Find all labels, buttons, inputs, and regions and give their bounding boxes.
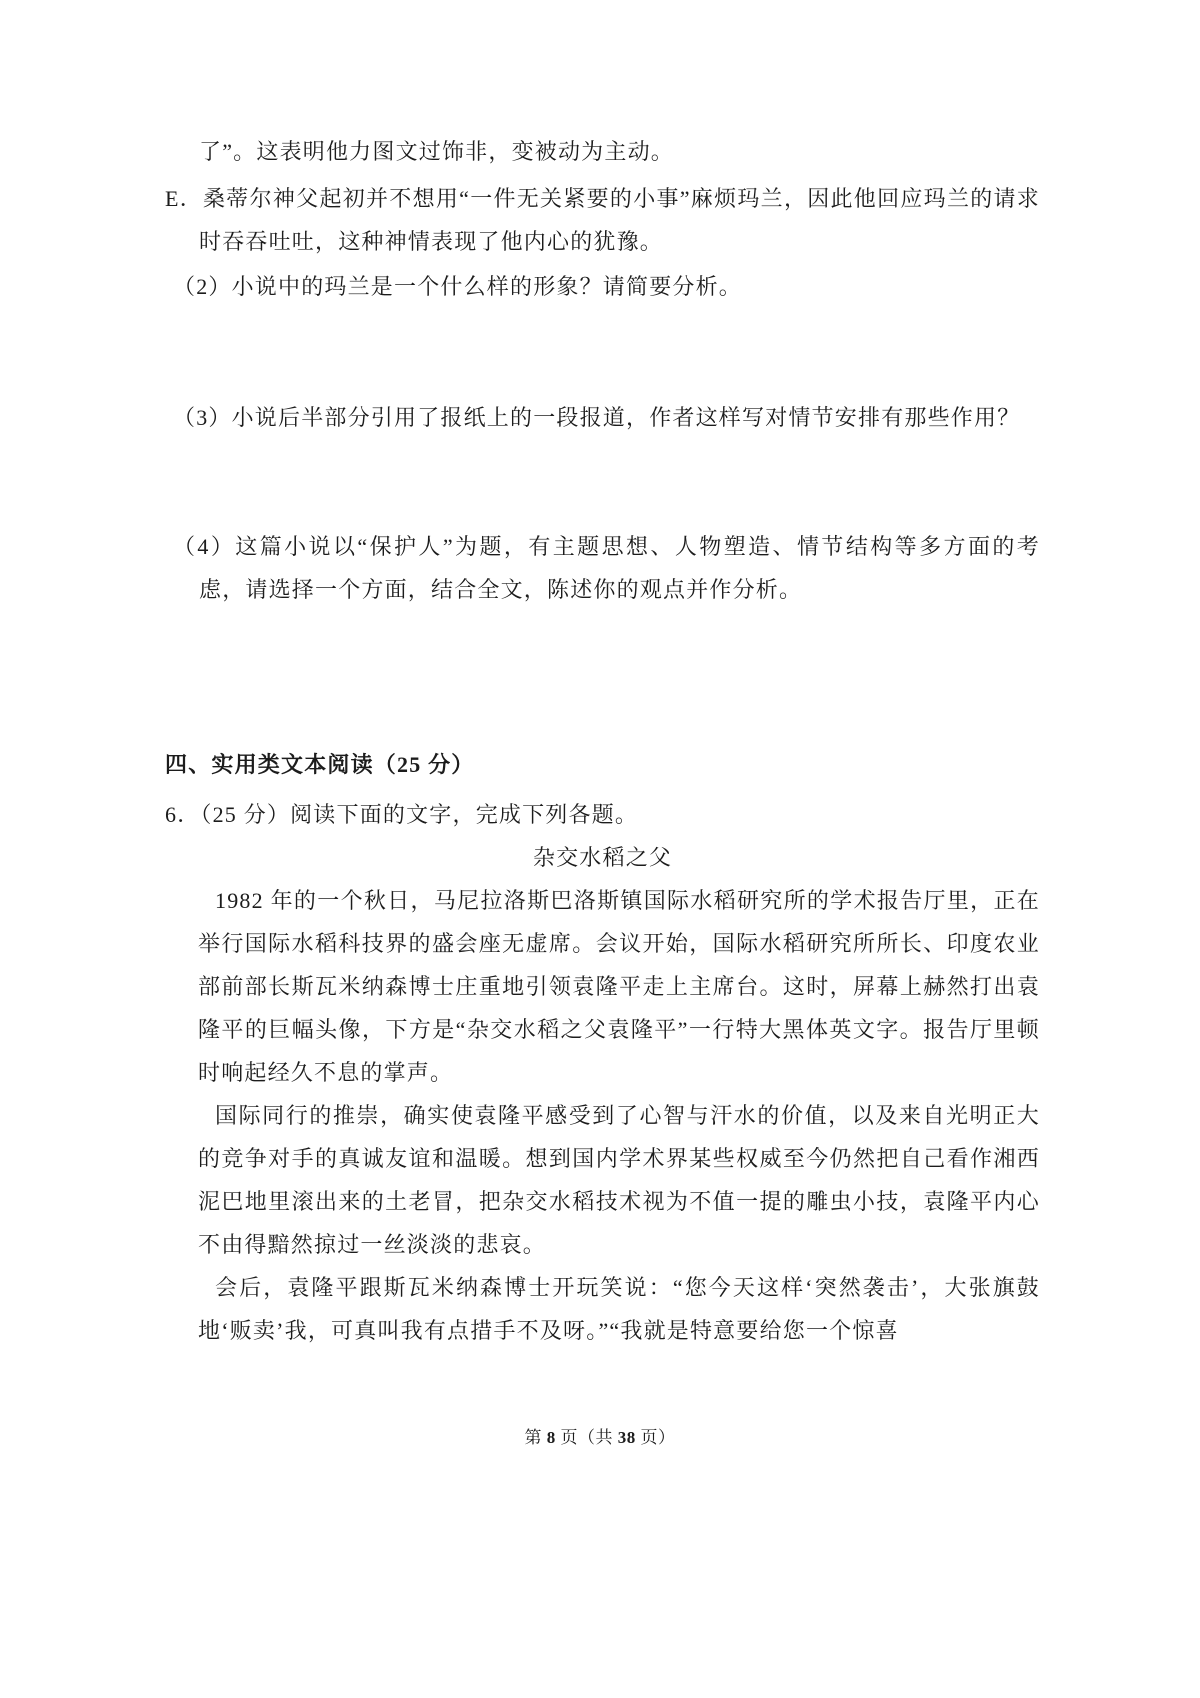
footer-suffix: 页） — [635, 1428, 676, 1447]
option-e-text: 桑蒂尔神父起初并不想用“一件无关紧要的小事”麻烦玛兰，因此他回应玛兰的请求时吞吞吐吐，这种神情表现了他内心的犹豫。 — [199, 186, 1040, 254]
question-4-text: 这篇小说以“保护人”为题，有主题思想、人物塑造、情节结构等多方面的考虑，请选择一个方面，结合全文，陈述你的观点并作分析。 — [199, 534, 1040, 602]
footer-prefix: 第 — [524, 1428, 547, 1447]
question-2 — [165, 265, 1040, 308]
passage-paragraph: 1982 年的一个秋日，马尼拉洛斯巴洛斯镇国际水稻研究所的学术报告厅里，正在举行国际水稻科技界的盛会座无虚席。会议开始，国际水稻研究所所长、印度农业部前部长斯瓦米纳森博士庄重地引领袁隆平走上主席台。这时，屏幕上赫然打出袁隆平的巨幅头像，下方是“杂交水稻之父袁隆平”一行特大黑体英文字。报告厅里顿时响起经久不息的掌声。 — [198, 888, 1040, 1085]
question-3 — [165, 396, 1040, 439]
passage-paragraph: 会后，袁隆平跟斯瓦米纳森博士开玩笑说：“您今天这样‘突然袭击’，大张旗鼓地‘贩卖’我，可真叫我有点措手不及呀。”“我就是特意要给您一个惊喜 — [198, 1275, 1040, 1343]
option-e — [165, 177, 1040, 263]
option-e-label: E． — [165, 186, 204, 211]
question-3-label: （3） — [173, 405, 232, 430]
question-2-label: （2） — [173, 274, 232, 299]
continuation-line: 了”。这表明他力图文过饰非，变被动为主动。 — [199, 139, 674, 164]
question-2-text: 小说中的玛兰是一个什么样的形象？请简要分析。 — [231, 274, 743, 299]
footer-page-number: 8 — [546, 1428, 556, 1447]
question-6-intro: 6．（25 分）阅读下面的文字，完成下列各题。 — [165, 802, 639, 827]
footer-total-pages: 38 — [617, 1428, 636, 1447]
page-footer — [0, 1424, 1200, 1452]
question-3-text: 小说后半部分引用了报纸上的一段报道，作者这样写对情节安排有那些作用？ — [231, 405, 1021, 430]
passage-title: 杂交水稻之父 — [532, 845, 673, 870]
section-heading: 四、实用类文本阅读（25 分） — [165, 752, 475, 777]
question-4 — [165, 525, 1040, 611]
footer-middle: 页（共 — [555, 1428, 618, 1447]
question-4-label: （4） — [173, 534, 236, 559]
passage-paragraph: 国际同行的推崇，确实使袁隆平感受到了心智与汗水的价值，以及来自光明正大的竞争对手的真诚友谊和温暖。想到国内学术界某些权威至今仍然把自己看作湘西泥巴地里滚出来的土老冒，把杂交水稻技术视为不值一提的雕虫小技，袁隆平内心不由得黯然掠过一丝淡淡的悲哀。 — [198, 1103, 1040, 1257]
